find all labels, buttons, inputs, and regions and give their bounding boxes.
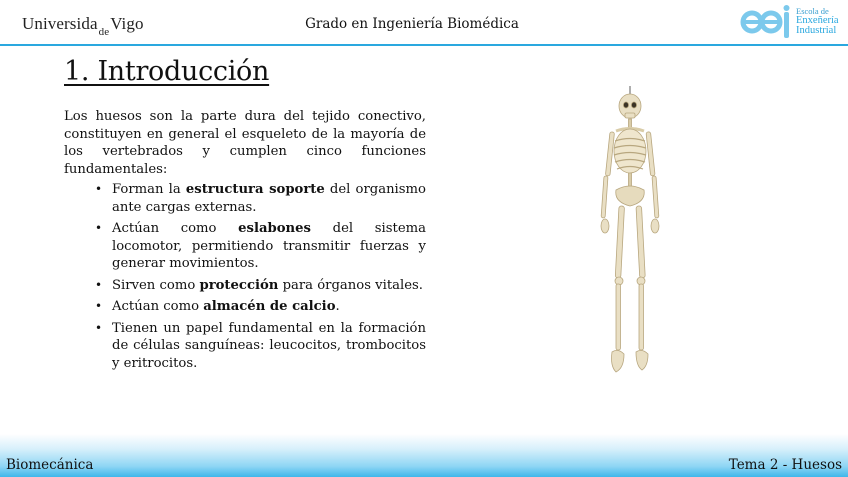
bullet-text: para órganos vitales.	[278, 277, 423, 293]
bullet-text: Sirven como	[112, 277, 200, 293]
footer-course: Biomecánica	[6, 457, 94, 473]
header-title: Grado en Ingeniería Biomédica	[305, 16, 519, 32]
school-logo-text	[796, 6, 839, 36]
school-line-1: Escola de	[796, 6, 829, 16]
slide-content	[64, 108, 426, 376]
bullet-text: del sistema locomotor, permitiendo transmitir fuerzas y generar movimientos.	[112, 221, 426, 271]
header-divider	[0, 44, 848, 46]
footer-topic: Tema 2 - Huesos	[728, 457, 842, 473]
bullet-text: Tienen un papel fundamental en la formación de células sanguíneas: leucocitos, trombocitos y eritrocitos.	[112, 320, 426, 371]
bullet-text: del organismo ante cargas externas.	[112, 182, 426, 215]
bullet-bold: estructura soporte	[185, 182, 325, 197]
bullet-icon: •	[95, 320, 103, 335]
bullet-icon: •	[95, 221, 103, 235]
list-item	[94, 298, 426, 316]
skeleton-image	[590, 86, 670, 378]
school-line-3: Industrial	[796, 25, 837, 36]
function-list	[64, 181, 426, 372]
list-item	[94, 220, 426, 273]
bullet-icon: •	[95, 277, 103, 292]
logo-part-2: de	[98, 26, 110, 38]
bullet-text: .	[335, 299, 340, 314]
bullet-icon: •	[95, 182, 103, 196]
bullet-text: Actúan como	[112, 221, 239, 236]
bullet-text: Forman la	[112, 182, 186, 197]
list-item	[94, 320, 426, 373]
slide-title: 1. Introducción	[64, 56, 270, 87]
list-item	[94, 277, 426, 295]
logo-part-1: Universida	[22, 14, 98, 33]
slide-footer	[0, 434, 848, 477]
bullet-bold: almacén de calcio	[203, 299, 336, 314]
bullet-bold: eslabones	[238, 221, 311, 236]
bullet-bold: protección	[199, 277, 279, 293]
bullet-text: Actúan como	[112, 299, 204, 314]
school-line-2: Enxeñería	[796, 15, 839, 26]
eei-mark-icon	[740, 4, 794, 40]
school-logo	[740, 4, 848, 40]
slide-header	[0, 0, 848, 46]
intro-paragraph: Los huesos son la parte dura del tejido conectivo, constituyen en general el esqueleto de la mayoría de los vertebrados y cumplen cinco funciones fundamentales:	[64, 109, 426, 177]
list-item	[94, 181, 426, 216]
logo-part-3: Vigo	[110, 14, 144, 33]
bullet-icon: •	[95, 299, 103, 313]
